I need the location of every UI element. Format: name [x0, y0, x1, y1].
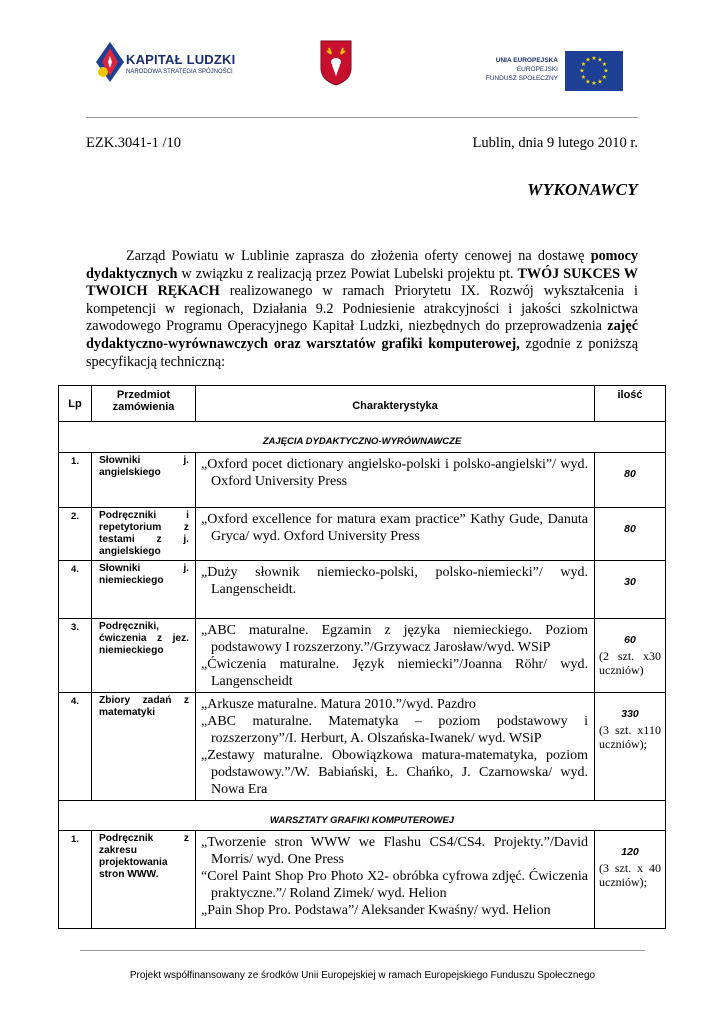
- row-item: Podręczniki i repetytorium z testami z j. angielskiego: [92, 508, 196, 561]
- specification-table: [58, 385, 666, 929]
- intro-bold-2: TWÓJ SUKCES W TWOICH RĘKACH: [86, 265, 638, 300]
- table-row: [59, 508, 666, 561]
- row-quantity: [595, 561, 666, 619]
- table-row: [59, 453, 666, 508]
- description-line: „Zestawy maturalne. Obowiązkowa matura-matematyka, poziom podstawowy.”/W. Babiański, Ł. Chańko, J. Czarnowska/ wyd. Nowa Era: [201, 748, 588, 797]
- intro-text-3: realizowanego w ramach Priorytetu IX. Rozwój wykształcenia i kompetencji w regionach, Działania 9.2 Podniesienie atrakcyjności i jakości szkolnictwa zawodowego Programu Operacyjnego Kapitał Ludzki, niezbędnych do przeprowadzenia: [86, 283, 638, 335]
- intro-text-2: w związku z realizacją przez Powiat Lubelski projektu pt.: [177, 265, 518, 282]
- description-line: „Tworzenie stron WWW we Flashu CS4/CS4. Projekty.”/David Morris/ wyd. One Press: [201, 835, 588, 867]
- table-row: [59, 619, 666, 693]
- document-reference: EZK.3041-1 /10: [86, 135, 182, 151]
- svg-text:★: ★: [597, 78, 603, 86]
- svg-text:★: ★: [579, 67, 585, 75]
- eu-flag: [565, 51, 623, 96]
- description-line: “Corel Paint Shop Pro Photo X2- obróbka cyfrowa zdjęć. Ćwiczenia praktyczne.”/ Roland Zimek/ wyd. Helion: [201, 869, 588, 901]
- table-row: [59, 831, 666, 929]
- svg-text:★: ★: [580, 74, 587, 81]
- quantity-value: 80: [624, 523, 636, 535]
- quantity-value: 60: [624, 634, 636, 646]
- eu-line-1: UNIA EUROPEJSKA: [495, 57, 558, 64]
- row-lp: 2.: [59, 508, 92, 561]
- row-quantity: [595, 831, 666, 929]
- row-lp: 3.: [59, 619, 92, 693]
- kapital-ludzki-emblem-icon: [96, 42, 124, 82]
- svg-text:★: ★: [601, 61, 608, 68]
- description-line: „Ćwiczenia maturalne. Język niemiecki”/Joanna Röhr/ wyd. Langenscheidt: [201, 657, 588, 689]
- quantity-value: 330: [621, 708, 639, 720]
- eu-flag-icon: [565, 51, 623, 91]
- row-quantity: [595, 453, 666, 508]
- intro-text-4: zgodnie z poniższą specyfikacją techniczną:: [86, 335, 639, 370]
- row-item: Słowniki j. niemieckiego: [92, 561, 196, 619]
- table-header-row: [59, 386, 666, 422]
- header-item: Przedmiot zamówienia: [92, 386, 196, 422]
- row-quantity: [595, 619, 666, 693]
- svg-text:★: ★: [585, 78, 591, 86]
- header-lp: Lp: [59, 386, 92, 422]
- description-line: „ABC maturalne. Egzamin z języka niemieckiego. Poziom podstawowy I rozszerzony.”/Grzywacz Jarosław/wyd. WSiP: [201, 623, 588, 655]
- document-date: Lublin, dnia 9 lutego 2010 r.: [472, 135, 638, 151]
- svg-text:★: ★: [585, 56, 591, 64]
- svg-text:★: ★: [591, 55, 597, 62]
- row-description: [196, 831, 595, 929]
- svg-text:★: ★: [597, 56, 603, 64]
- quantity-value: 120: [621, 846, 639, 858]
- row-item: Zbiory zadań z matematyki: [92, 693, 196, 801]
- svg-text:★: ★: [603, 67, 609, 75]
- section-row: [59, 422, 666, 453]
- table-row: [59, 693, 666, 801]
- description-line: „Duży słownik niemiecko-polski, polsko-niemiecki”/ wyd. Langenscheidt.: [201, 565, 588, 597]
- header-description: Charakterystyka: [196, 386, 595, 422]
- description-line: „Oxford excellence for matura exam practice” Kathy Gude, Danuta Gryca/ wyd. Oxford University Press: [201, 512, 588, 544]
- quantity-value: 30: [624, 576, 636, 588]
- row-quantity: [595, 693, 666, 801]
- svg-text:★: ★: [601, 74, 608, 81]
- description-line: „ABC maturalne. Matematyka – poziom podstawowy i rozszerzony”/I. Herburt, A. Olszańska-Iwanek/ wyd. WSiP: [201, 714, 588, 746]
- intro-paragraph: [86, 248, 638, 371]
- row-quantity: [595, 508, 666, 561]
- page-footer: Projekt współfinansowany ze środków Unii Europejskiej w ramach Europejskiego Funduszu Społecznego: [129, 970, 596, 981]
- row-lp: 1.: [59, 831, 92, 929]
- section-title-1: ZAJĘCIA DYDAKTYCZNO-WYRÓWNAWCZE: [59, 422, 666, 453]
- quantity-note: (3 szt. x110 uczniów);: [599, 723, 661, 751]
- row-lp: 1.: [59, 453, 92, 508]
- row-description: [196, 693, 595, 801]
- intro-bold-3: zajęć dydaktyczno-wyrównawczych oraz warsztatów grafiki komputerowej,: [86, 318, 638, 352]
- svg-text:★: ★: [580, 61, 587, 68]
- row-description: [196, 619, 595, 693]
- document-title: WYKONAWCY: [527, 180, 638, 199]
- row-description: [196, 561, 595, 619]
- page-header: [0, 0, 725, 115]
- intro-text-1: Zarząd Powiatu w Lublinie zaprasza do złożenia oferty cenowej na dostawę: [126, 248, 591, 264]
- table-row: [59, 561, 666, 619]
- eu-text-block: [458, 56, 558, 83]
- kapital-ludzki-title: KAPITAŁ LUDZKI: [126, 52, 236, 67]
- description-line: „Arkusze maturalne. Matura 2010.”/wyd. Pazdro: [201, 697, 476, 712]
- quantity-note: (2 szt. x30 uczniów): [599, 649, 661, 677]
- header-quantity: ilość: [595, 386, 666, 422]
- eu-line-2: EUROPEJSKI: [516, 66, 558, 73]
- row-description: [196, 508, 595, 561]
- footer-divider: [80, 950, 645, 951]
- quantity-value: 80: [624, 468, 636, 480]
- row-item: Słowniki j. angielskiego: [92, 453, 196, 508]
- svg-text:★: ★: [591, 80, 597, 87]
- description-line: „Pain Shop Pro. Podstawa”/ Aleksander Kwaśny/ wyd. Helion: [201, 903, 551, 918]
- row-item: Podręcznik z zakresu projektowania stron WWW.: [92, 831, 196, 929]
- lublin-county-crest: [320, 40, 352, 91]
- kapital-ludzki-subtitle: NARODOWA STRATEGIA SPÓJNOŚCI: [126, 69, 233, 75]
- intro-bold-1: pomocy dydaktycznych: [86, 248, 638, 282]
- header-divider: [86, 117, 638, 118]
- description-line: „Oxford pocet dictionary angielsko-polski i polsko-angielski”/ wyd. Oxford University Press: [201, 457, 588, 489]
- eu-line-3: FUNDUSZ SPOŁECZNY: [485, 75, 558, 82]
- section-title-2: WARSZTATY GRAFIKI KOMPUTEROWEJ: [59, 801, 666, 831]
- section-row: [59, 801, 666, 831]
- row-lp: 4.: [59, 561, 92, 619]
- row-item: Podręczniki, ćwiczenia z jez. niemieckiego: [92, 619, 196, 693]
- kapital-ludzki-logo: [96, 42, 236, 87]
- row-description: [196, 453, 595, 508]
- quantity-note: (3 szt. x 40 uczniów);: [599, 861, 661, 889]
- deer-crest-icon: [320, 40, 352, 86]
- row-lp: 4.: [59, 693, 92, 801]
